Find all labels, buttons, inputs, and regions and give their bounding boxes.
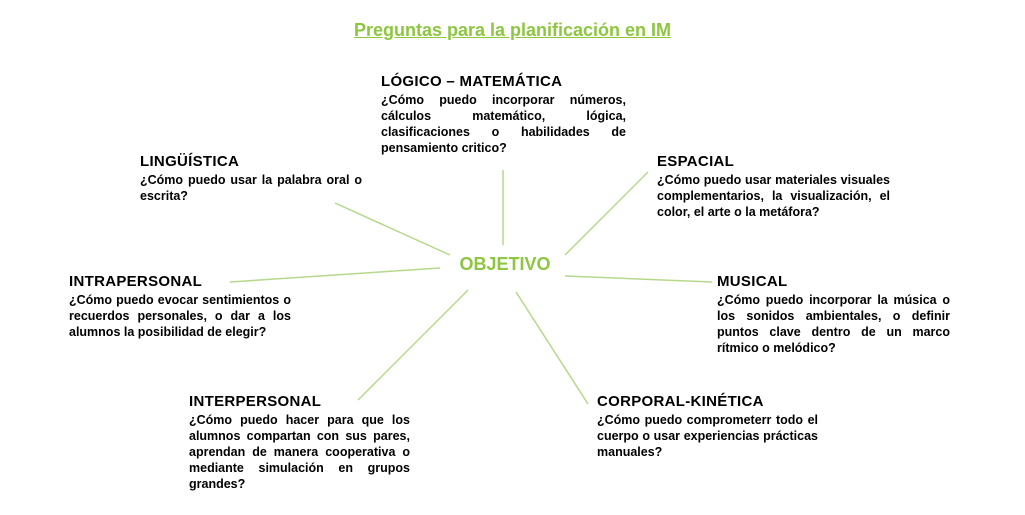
node-question: ¿Cómo puedo comprometerr todo el cuerpo o usar experiencias prácticas manuales? xyxy=(597,413,818,459)
connector-musical xyxy=(565,276,712,282)
node-question: ¿Cómo puedo hacer para que los alumnos compartan con sus pares, aprendan de manera cooperativa o mediante simulación en grupos grandes? xyxy=(189,413,410,491)
node-corporal-kinetica xyxy=(597,393,818,460)
node-heading: INTRAPERSONAL xyxy=(69,273,203,290)
connector-espacial xyxy=(565,172,648,255)
node-interpersonal xyxy=(189,393,410,492)
connector-corporal xyxy=(516,292,588,404)
node-heading: INTERPERSONAL xyxy=(189,393,322,410)
node-question: ¿Cómo puedo incorporar números, cálculos matemático, lógica, clasificaciones o habilidades de pensamiento critico? xyxy=(381,93,626,155)
connector-interpersonal xyxy=(358,290,468,400)
node-question: ¿Cómo puedo evocar sentimientos o recuerdos personales, o dar a los alumnos la posibilidad de elegir? xyxy=(69,293,291,339)
node-heading: CORPORAL-KINÉTICA xyxy=(597,393,764,410)
node-linguistica xyxy=(140,153,362,204)
center-objective: OBJETIVO xyxy=(459,254,551,274)
node-heading: ESPACIAL xyxy=(657,153,735,170)
node-heading: LINGÜÍSTICA xyxy=(140,153,240,170)
node-heading: MUSICAL xyxy=(717,273,788,290)
node-intrapersonal xyxy=(69,273,291,340)
node-espacial xyxy=(657,153,890,220)
node-musical xyxy=(717,273,950,356)
connector-linguistica xyxy=(335,203,450,255)
node-question: ¿Cómo puedo usar la palabra oral o escrita? xyxy=(140,173,362,203)
node-logico-matematica xyxy=(381,73,626,156)
diagram-title: Preguntas para la planificación en IM xyxy=(353,20,672,40)
node-question: ¿Cómo puedo incorporar la música o los sonidos ambientales, o definir puntos clave dentro de un marco rítmico o melódico? xyxy=(717,293,950,355)
node-heading: LÓGICO – MATEMÁTICA xyxy=(381,73,563,90)
node-question: ¿Cómo puedo usar materiales visuales complementarios, la visualización, el color, el arte o la metáfora? xyxy=(657,173,890,219)
